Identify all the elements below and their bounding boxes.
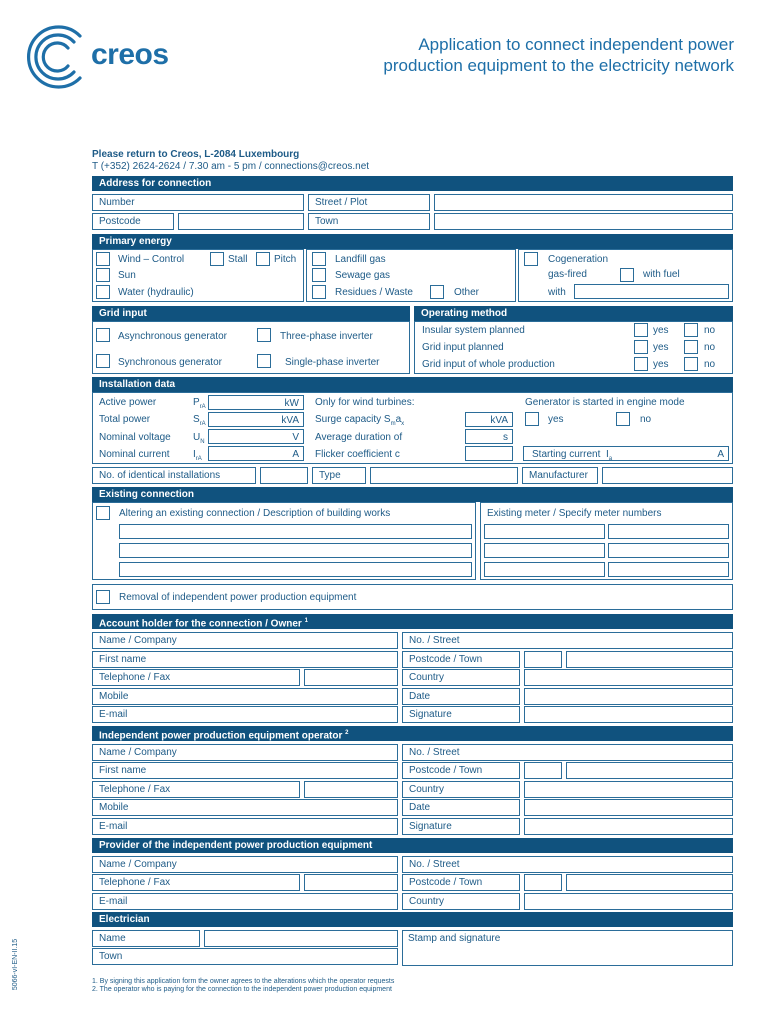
grid-no-label: no (704, 342, 716, 353)
three-phase-label: Three-phase inverter (280, 331, 373, 342)
whole-no-label: no (704, 359, 716, 370)
op-date-input[interactable] (524, 799, 733, 816)
sun-label: Sun (118, 270, 136, 281)
brand-name: creos (91, 38, 169, 71)
acc-street-cell: No. / Street (402, 632, 733, 649)
op-date-cell: Date (402, 799, 520, 816)
symbol-s: $S_{rA}$ (193, 414, 206, 427)
manufacturer-label: Manufacturer (529, 470, 588, 481)
op-country-cell: Country (402, 781, 520, 798)
with-fuel-checkbox[interactable] (620, 268, 634, 282)
whole-yes-checkbox[interactable] (634, 357, 648, 371)
acc-signature-input[interactable] (524, 706, 733, 723)
async-checkbox[interactable] (96, 328, 110, 342)
meter-label: Existing meter / Specify meter numbers (487, 508, 662, 519)
elec-stamp-label: Stamp and signature (408, 933, 501, 944)
water-checkbox[interactable] (96, 285, 110, 299)
flicker-input[interactable] (465, 446, 513, 461)
return-address: Please return to Creos, L-2084 Luxembourg (92, 149, 300, 160)
operator-header: Independent power production equipment operator $^2$ (92, 726, 733, 741)
gas-fired-label: gas-fired (548, 269, 587, 280)
manufacturer-label-cell (522, 467, 598, 484)
elec-name-input[interactable] (204, 930, 398, 947)
acc-first-name-cell: First name (92, 651, 398, 668)
stall-label: Stall (228, 254, 248, 265)
footnote-1: 1. By signing this application form the owner agrees to the alterations which the operator requests (92, 978, 395, 985)
op-postcode-cell: Postcode / Town (402, 762, 520, 779)
acc-country-cell: Country (402, 669, 520, 686)
altering-label: Altering an existing connection / Description of building works (119, 508, 391, 519)
prov-country-input[interactable] (524, 893, 733, 910)
town-input[interactable] (434, 213, 733, 230)
prov-postcode-input[interactable] (524, 874, 562, 891)
acc-town-input[interactable] (566, 651, 733, 668)
meter-input-3b[interactable] (608, 562, 729, 577)
op-mobile-cell: Mobile (92, 799, 398, 816)
landfill-label: Landfill gas (335, 254, 386, 265)
sewage-label: Sewage gas (335, 270, 391, 281)
number-label-cell (92, 194, 304, 211)
altering-checkbox[interactable] (96, 506, 110, 520)
side-form-code: 5066-vI-EN-II.15 (12, 938, 20, 991)
acc-postcode-cell: Postcode / Town (402, 651, 520, 668)
grid-yes-checkbox[interactable] (634, 340, 648, 354)
insular-no-checkbox[interactable] (684, 323, 698, 337)
grid-no-checkbox[interactable] (684, 340, 698, 354)
residues-checkbox[interactable] (312, 285, 326, 299)
type-input[interactable] (370, 467, 518, 484)
wind-checkbox[interactable] (96, 252, 110, 266)
wind-label: Wind – Control (118, 254, 185, 265)
whole-yes-label: yes (653, 359, 669, 370)
gen-started-yes-checkbox[interactable] (525, 412, 539, 426)
gen-started-no-label: no (640, 414, 652, 425)
starting-current-label: Starting current $I_a$ (532, 449, 613, 462)
with-input[interactable] (574, 284, 729, 299)
gen-started-yes-label: yes (548, 414, 564, 425)
prov-street-cell: No. / Street (402, 856, 733, 873)
acc-fax-input[interactable] (304, 669, 398, 686)
active-power-label: Active power (99, 397, 157, 408)
removal-label: Removal of independent power production equipment (119, 592, 357, 603)
meter-input-3a[interactable] (484, 562, 605, 577)
town-label: Town (315, 216, 339, 227)
stall-checkbox[interactable] (210, 252, 224, 266)
op-street-cell: No. / Street (402, 744, 733, 761)
whole-production-label: Grid input of whole production (422, 359, 555, 370)
op-country-input[interactable] (524, 781, 733, 798)
elec-town-cell: Town (92, 948, 398, 965)
other-checkbox[interactable] (430, 285, 444, 299)
return-contact: T (+352) 2624-2624 / 7.30 am - 5 pm / connections@creos.net (92, 161, 370, 172)
insular-yes-checkbox[interactable] (634, 323, 648, 337)
prov-postcode-cell: Postcode / Town (402, 874, 520, 891)
insular-no-label: no (704, 325, 716, 336)
acc-name-label-cell: Name / Company (92, 632, 398, 649)
whole-no-checkbox[interactable] (684, 357, 698, 371)
acc-postcode-input[interactable] (524, 651, 562, 668)
existing-connection-header: Existing connection (92, 487, 733, 502)
town-label-cell (308, 213, 430, 230)
meter-input-1b[interactable] (608, 524, 729, 539)
insular-label: Insular system planned (422, 325, 525, 336)
other-label: Other (454, 287, 480, 298)
gen-started-no-checkbox[interactable] (616, 412, 630, 426)
grid-input-planned-label: Grid input planned (422, 342, 504, 353)
landfill-checkbox[interactable] (312, 252, 326, 266)
nominal-current-input[interactable]: A (208, 446, 304, 461)
type-label: Type (319, 470, 341, 481)
cogeneration-checkbox[interactable] (524, 252, 538, 266)
op-email-cell: E-mail (92, 818, 398, 835)
electrician-header: Electrician (92, 912, 733, 927)
identical-input[interactable] (260, 467, 308, 484)
identical-label: No. of identical installations (99, 470, 221, 481)
street-label-cell (308, 194, 430, 211)
symbol-p: $P_{rA}$ (193, 397, 206, 410)
surge-input[interactable]: kVA (465, 412, 513, 427)
account-holder-header: Account holder for the connection / Owner $^1$ (92, 614, 733, 629)
pitch-label: Pitch (274, 254, 297, 265)
acc-date-input[interactable] (524, 688, 733, 705)
prov-telephone-cell: Telephone / Fax (92, 874, 300, 891)
sync-checkbox[interactable] (96, 354, 110, 368)
three-phase-checkbox[interactable] (257, 328, 271, 342)
op-postcode-input[interactable] (524, 762, 562, 779)
form-title-line1: Application to connect independent power (418, 35, 734, 54)
removal-checkbox[interactable] (96, 590, 110, 604)
acc-telephone-cell: Telephone / Fax (92, 669, 300, 686)
op-name-cell: Name / Company (92, 744, 398, 761)
grid-yes-label: yes (653, 342, 669, 353)
postcode-label: Postcode (99, 216, 141, 227)
symbol-u: $U_N$ (193, 432, 205, 445)
op-signature-input[interactable] (524, 818, 733, 835)
with-fuel-label: with fuel (643, 269, 680, 280)
total-power-input[interactable]: kVA (208, 412, 304, 427)
pitch-checkbox[interactable] (256, 252, 270, 266)
installation-header: Installation data (92, 377, 733, 392)
surge-capacity-label: Surge capacity $S_ma_x$ (315, 414, 405, 427)
prov-fax-input[interactable] (304, 874, 398, 891)
duration-input[interactable]: s (465, 429, 513, 444)
meter-input-2b[interactable] (608, 543, 729, 558)
acc-date-cell: Date (402, 688, 520, 705)
op-telephone-cell: Telephone / Fax (92, 781, 300, 798)
creos-logo (24, 24, 184, 90)
sewage-checkbox[interactable] (312, 268, 326, 282)
starting-current-input[interactable]: Starting current $I_a$ A (523, 446, 729, 461)
water-label: Water (hydraulic) (118, 287, 194, 298)
avg-duration-label: Average duration of (315, 432, 403, 443)
single-phase-label: Single-phase inverter (285, 357, 380, 368)
altering-line-2[interactable] (119, 543, 472, 558)
prov-name-cell: Name / Company (92, 856, 398, 873)
prov-email-cell: E-mail (92, 893, 398, 910)
op-town-input[interactable] (566, 762, 733, 779)
residues-label: Residues / Waste (335, 287, 413, 298)
sun-checkbox[interactable] (96, 268, 110, 282)
op-fax-input[interactable] (304, 781, 398, 798)
single-phase-checkbox[interactable] (257, 354, 271, 368)
op-first-name-cell: First name (92, 762, 398, 779)
acc-mobile-cell: Mobile (92, 688, 398, 705)
form-title-line2: production equipment to the electricity network (383, 56, 734, 75)
altering-line-1[interactable] (119, 524, 472, 539)
footnote-2: 2. The operator who is paying for the connection to the independent power production equipment (92, 986, 392, 993)
identical-label-cell (92, 467, 256, 484)
elec-name-cell: Name (92, 930, 200, 947)
creos-logo-mark (24, 24, 94, 90)
with-label: with (548, 287, 566, 298)
nominal-voltage-label: Nominal voltage (99, 432, 171, 443)
active-power-input[interactable]: kW (208, 395, 304, 410)
operating-method-header: Operating method (414, 306, 733, 321)
flicker-label: Flicker coefficient c (315, 449, 400, 460)
symbol-i: $I_{rA}$ (193, 449, 202, 462)
sync-label: Synchronous generator (118, 357, 222, 368)
postcode-label-cell (92, 213, 174, 230)
wind-only-label: Only for wind turbines: (315, 397, 415, 408)
provider-header: Provider of the independent power production equipment (92, 838, 733, 853)
type-label-cell (312, 467, 366, 484)
op-signature-cell: Signature (402, 818, 520, 835)
gen-started-label: Generator is started in engine mode (525, 397, 685, 408)
cogeneration-label: Cogeneration (548, 254, 609, 265)
address-header: Address for connection (92, 176, 733, 191)
acc-email-cell: E-mail (92, 706, 398, 723)
meter-input-1a[interactable] (484, 524, 605, 539)
street-label: Street / Plot (315, 197, 368, 208)
total-power-label: Total power (99, 414, 151, 425)
acc-country-input[interactable] (524, 669, 733, 686)
prov-country-cell: Country (402, 893, 520, 910)
meter-input-2a[interactable] (484, 543, 605, 558)
insular-yes-label: yes (653, 325, 669, 336)
nominal-voltage-input[interactable]: V (208, 429, 304, 444)
nominal-current-label: Nominal current (99, 449, 170, 460)
number-label: Number (99, 197, 135, 208)
grid-input-header: Grid input (92, 306, 410, 321)
street-input[interactable] (434, 194, 733, 211)
async-label: Asynchronous generator (118, 331, 227, 342)
postcode-input[interactable] (178, 213, 304, 230)
manufacturer-input[interactable] (602, 467, 733, 484)
altering-line-3[interactable] (119, 562, 472, 577)
primary-energy-header: Primary energy (92, 234, 733, 249)
prov-town-input[interactable] (566, 874, 733, 891)
acc-signature-cell: Signature (402, 706, 520, 723)
